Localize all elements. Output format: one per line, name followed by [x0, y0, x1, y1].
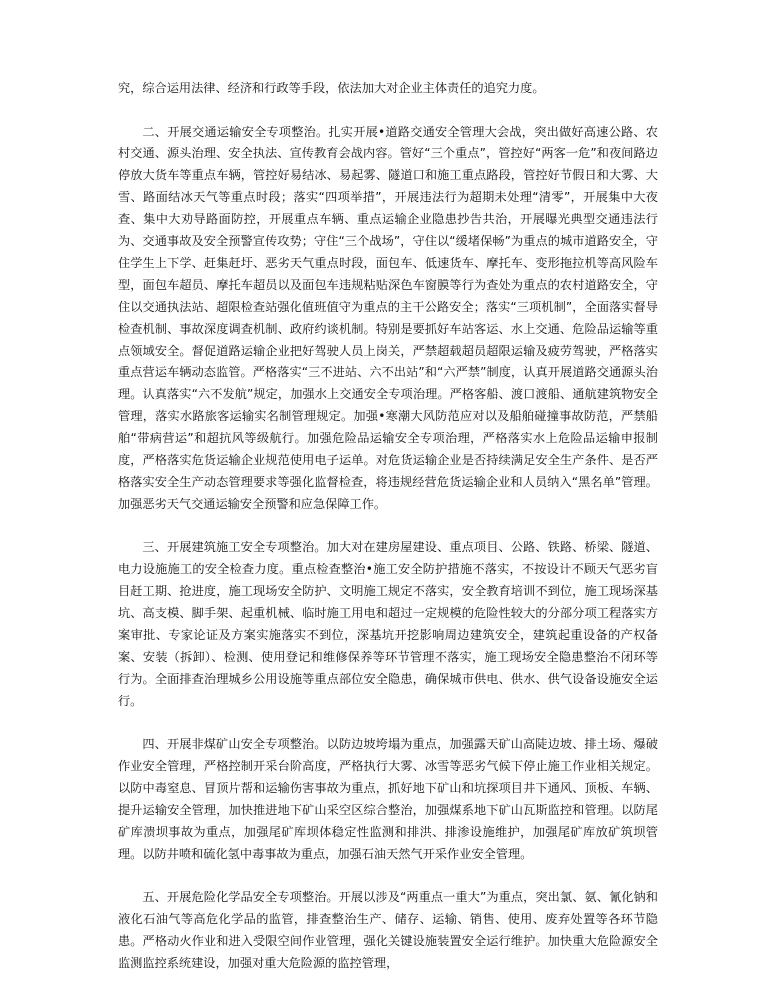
paragraph-continuation: 究，综合运用法律、经济和行政等手段，依法加大对企业主体责任的追究力度。 — [118, 81, 545, 95]
paragraph-hazardous-chemicals-safety: 五、开展危险化学品安全专项整治。开展以涉及“两重点一重大”为重点，突出氯、氨、氰化钠和液化石油气等高危化学品的监管，排查整治生产、储存、运输、销售、使用、废弃处置等各环节隐患。严格动火作业和进入受限空间作业管理，强化关键设施装置安全运行维护。加快重大危险源安全监测监控系统建设，加强对重大危险源的监控管理， — [118, 890, 658, 970]
paragraph-construction-safety: 三、开展建筑施工安全专项整治。加大对在建房屋建设、重点项目、公路、铁路、桥梁、隧道、电力设施施工的安全检查力度。重点检查整治•施工安全防护措施不落实，不按设计不顾天气恶劣盲目赶工期、抢进度，施工现场安全防护、文明施工规定不落实，安全教育培训不到位，施工现场深基坑、高支模、脚手架、起重机械、临时施工用电和超过一定规模的危险性较大的分部分项工程落实方案审批、专家论证及方案实施落实不到位，深基坑开挖影响周边建筑安全，建筑起重设备的产权备案、安装（拆卸）、检测、使用登记和维修保养等环节管理不落实，施工现场安全隐患整治不闭环等行为。全面排查治理城乡公用设施等重点部位安全隐患，确保城市供电、供水、供气设备设施安全运行。 — [118, 540, 658, 708]
paragraph-transport-safety: 二、开展交通运输安全专项整治。扎实开展•道路交通安全管理大会战，突出做好高速公路、农村交通、源头治理、安全执法、宣传教育会战内容。管好“三个重点”，管控好“两客一危”和夜间路边停放大货车等重点车辆，管控好易结冰、易起雾、隧道口和施工重点路段，管控好节假日和大雾、大雪、路面结冰天气等重点时段；落实“四项举措”，开展违法行为超期未处理“清零”，开展集中大夜查、集中大劝导路面防控，开展重点车辆、重点运输企业隐患抄告共治，开展曝光典型交通违法行为、交通事故及安全预警宣传攻势；守住“三个战场”，守住以“缓堵保畅”为重点的城市道路安全，守住学生上下学、赶集赶圩、恶劣天气重点时段，面包车、低速货车、摩托车、变形拖拉机等高风险车型，面包车超员、摩托车超员以及面包车违规粘贴深色车窗膜等行为查处为重点的农村道路安全，守住以交通执法站、超限检查站强化值班值守为重点的主干公路安全；落实“三项机制”，全面落实督导检查机制、事故深度调查机制、政府约谈机制。特别是要抓好车站客运、水上交通、危险品运输等重点领域安全。督促道路运输企业把好驾驶人员上岗关，严禁超载超员超限运输及疲劳驾驶，严格落实重点营运车辆动态监管。严格落实“三不进站、六不出站”和“六严禁”制度，认真开展道路交通源头治理。认真落实“六不发航”规定，加强水上交通安全专项治理。严格客船、渡口渡船、通航建筑物安全管理，落实水路旅客运输实名制管理规定。加强•寒潮大风防范应对以及船舶碰撞事故防范，严禁船舶“带病营运”和超抗风等级航行。加强危险品运输安全专项治理，严格落实水上危险品运输申报制度，严格落实危货运输企业规范使用电子运单。对危货运输企业是否持续满足安全生产条件、是否严格落实安全生产动态管理要求等强化监督检查，将违规经营危货运输企业和人员纳入“黑名单”管理。加强恶劣天气交通运输安全预警和应急保障工作。 — [118, 124, 658, 511]
paragraph-non-coal-mine-safety: 四、开展非煤矿山安全专项整治。以防边坡垮塌为重点，加强露天矿山高陡边坡、排土场、爆破作业安全管理，严格控制开采台阶高度，严格执行大雾、冰雪等恶劣气候下停止施工作业相关规定。以防中毒窒息、冒顶片帮和运输伤害事故为重点，抓好地下矿山和坑探项目井下通风、顶板、车辆、提升运输安全管理，加快推进地下矿山采空区综合整治，加强煤系地下矿山瓦斯监控和管理。以防尾矿库溃坝事故为重点，加强尾矿库坝体稳定性监测和排洪、排渗设施维护，加强尾矿库放矿筑坝管理。以防井喷和硫化氢中毒事故为重点，加强石油天然气开采作业安全管理。 — [118, 737, 658, 861]
document-page — [118, 78, 658, 997]
